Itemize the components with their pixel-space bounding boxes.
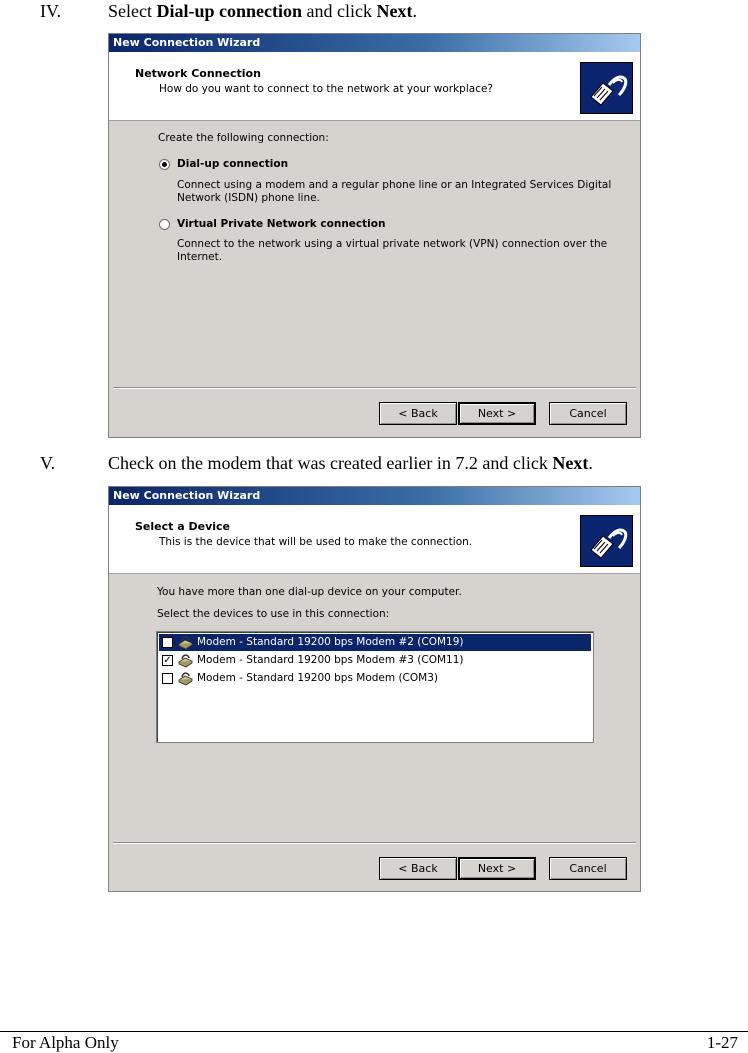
device-info-text: You have more than one dial-up device on your computer.	[157, 586, 462, 598]
connection-prompt: Create the following connection:	[158, 132, 329, 144]
list-item[interactable]	[159, 634, 591, 651]
header-title: Network Connection	[135, 67, 261, 80]
back-button[interactable]: < Back	[379, 402, 457, 425]
next-button[interactable]: Next >	[458, 402, 536, 425]
list-item[interactable]	[159, 670, 591, 687]
footer-left: For Alpha Only	[12, 1033, 119, 1052]
network-connection-icon	[580, 62, 633, 114]
device-checkbox[interactable]: ✓	[163, 655, 172, 666]
button-separator	[113, 387, 636, 389]
back-button[interactable]: < Back	[379, 857, 457, 880]
dialup-option-label[interactable]: Dial-up connection	[177, 158, 289, 170]
list-item[interactable]	[159, 652, 591, 669]
header-subtitle: This is the device that will be used to make the connection.	[159, 536, 473, 548]
step-number: V.	[40, 453, 56, 473]
step-text: Check on the modem that was created earlier in 7.2 and click Next.	[108, 453, 593, 473]
wizard-header	[109, 52, 640, 121]
dialup-radio[interactable]	[159, 159, 170, 170]
modem-icon	[177, 653, 194, 668]
window-title: New Connection Wizard	[109, 487, 640, 505]
device-select-prompt: Select the devices to use in this connection:	[157, 608, 390, 620]
wizard-header	[109, 505, 640, 574]
header-subtitle: How do you want to connect to the network at your workplace?	[159, 83, 494, 95]
window-title: New Connection Wizard	[109, 34, 640, 52]
device-checkbox[interactable]	[162, 637, 173, 648]
dialup-option-desc: Connect using a modem and a regular phone line or an Integrated Services Digital Network (ISDN) phone line.	[177, 179, 612, 204]
device-label: Modem - Standard 19200 bps Modem (COM3)	[197, 672, 438, 684]
header-title: Select a Device	[135, 520, 230, 533]
device-label: Modem - Standard 19200 bps Modem #3 (COM11)	[197, 654, 464, 666]
cancel-button[interactable]: Cancel	[549, 857, 627, 880]
cancel-button[interactable]: Cancel	[549, 402, 627, 425]
next-button[interactable]: Next >	[458, 857, 536, 880]
device-checkbox[interactable]	[162, 673, 173, 684]
page-number: 1-27	[706, 1033, 738, 1052]
step-number: IV.	[40, 1, 62, 21]
vpn-radio[interactable]	[159, 219, 170, 230]
vpn-option-desc: Connect to the network using a virtual private network (VPN) connection over the Internet.	[177, 238, 608, 263]
device-label: Modem - Standard 19200 bps Modem #2 (COM19)	[197, 636, 464, 648]
device-list[interactable]	[156, 631, 594, 743]
modem-icon	[177, 671, 194, 686]
network-connection-icon	[580, 515, 633, 567]
wizard-select-device	[108, 486, 641, 892]
wizard-network-connection	[108, 33, 641, 438]
vpn-option-label[interactable]: Virtual Private Network connection	[177, 218, 386, 230]
modem-icon	[177, 635, 194, 650]
step-text: Select Dial-up connection and click Next.	[108, 1, 417, 21]
footer-rule	[0, 1031, 748, 1032]
button-separator	[113, 842, 636, 844]
